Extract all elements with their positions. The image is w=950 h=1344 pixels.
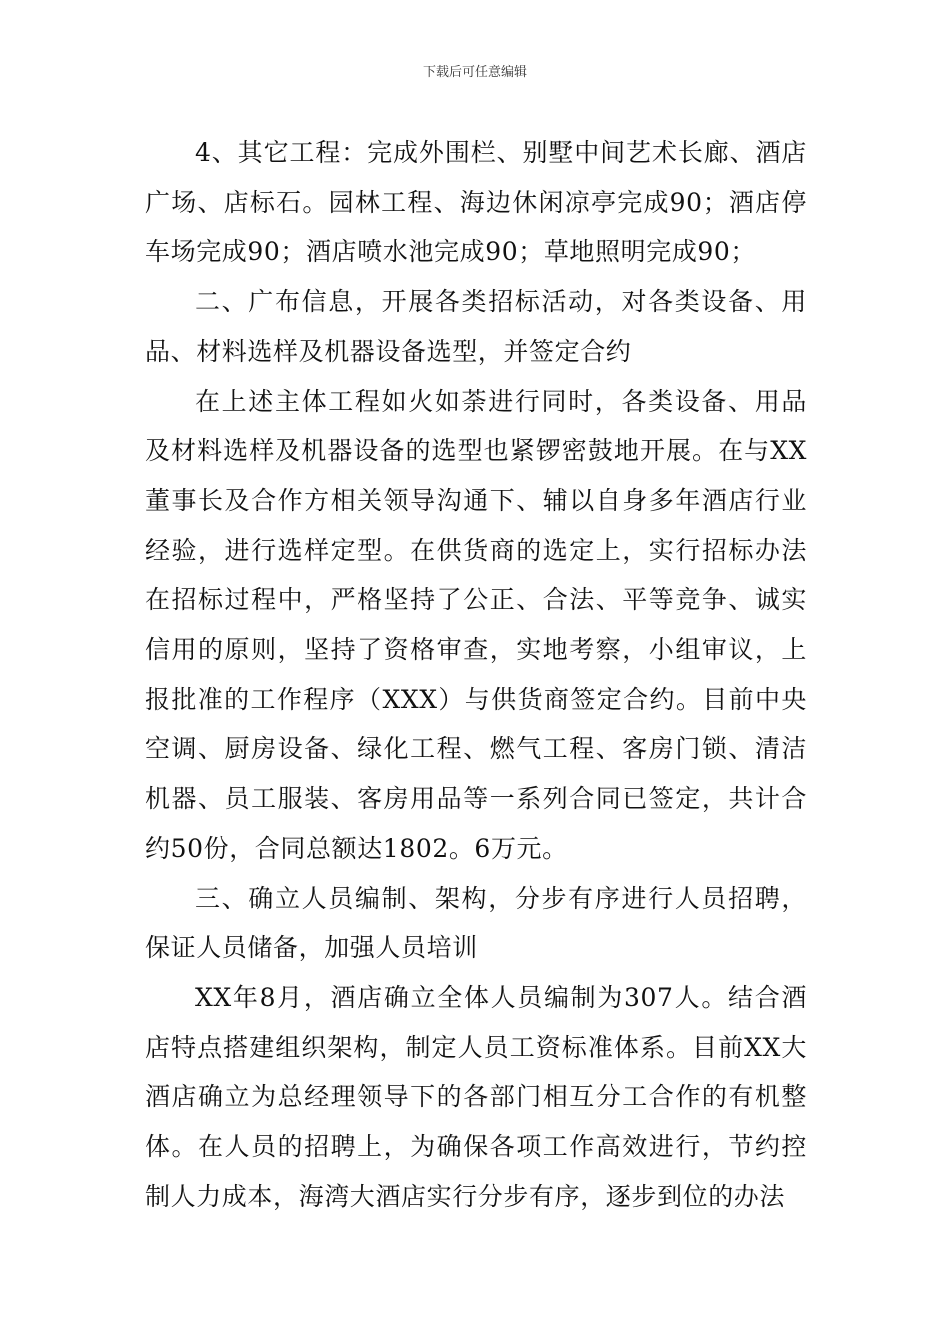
page-header-note: 下载后可任意编辑 (422, 65, 527, 80)
document-body (145, 128, 807, 1221)
paragraph-staffing-details: XX年8月，酒店确立全体人员编制为307人。结合酒店特点搭建组织架构，制定人员工资标准体系。目前XX大酒店确立为总经理领导下的各部门相互分工合作的有机整体。在人员的招聘上，为确保各项工作高效进行，节约控制人力成本，海湾大酒店实行分步有序，逐步到位的办法 (145, 982, 807, 1211)
paragraph-other-works: 4、其它工程：完成外围栏、别墅中间艺术长廊、酒店广场、店标石。园林工程、海边休闲凉亭完成90；酒店停车场完成90；酒店喷水池完成90；草地照明完成90； (145, 138, 807, 267)
paragraph-bidding-details: 在上述主体工程如火如荼进行同时，各类设备、用品及材料选样及机器设备的选型也紧锣密鼓地开展。在与XX董事长及合作方相关领导沟通下、辅以自身多年酒店行业经验，进行选样定型。在供货商的选定上，实行招标办法在招标过程中，严格坚持了公正、合法、平等竞争、诚实信用的原则，坚持了资格审查，实地考察，小组审议，上报批准的工作程序（XXX）与供货商签定合约。目前中央空调、厨房设备、绿化工程、燃气工程、客房门锁、清洁机器、员工服装、客房用品等一系列合同已签定，共计合约50份，合同总额达1802。6万元。 (145, 386, 807, 863)
section-heading-staffing: 三、确立人员编制、架构，分步有序进行人员招聘，保证人员储备，加强人员培训 (145, 883, 807, 963)
section-heading-bidding: 二、广布信息，开展各类招标活动，对各类设备、用品、材料选样及机器设备选型，并签定合约 (145, 287, 807, 366)
